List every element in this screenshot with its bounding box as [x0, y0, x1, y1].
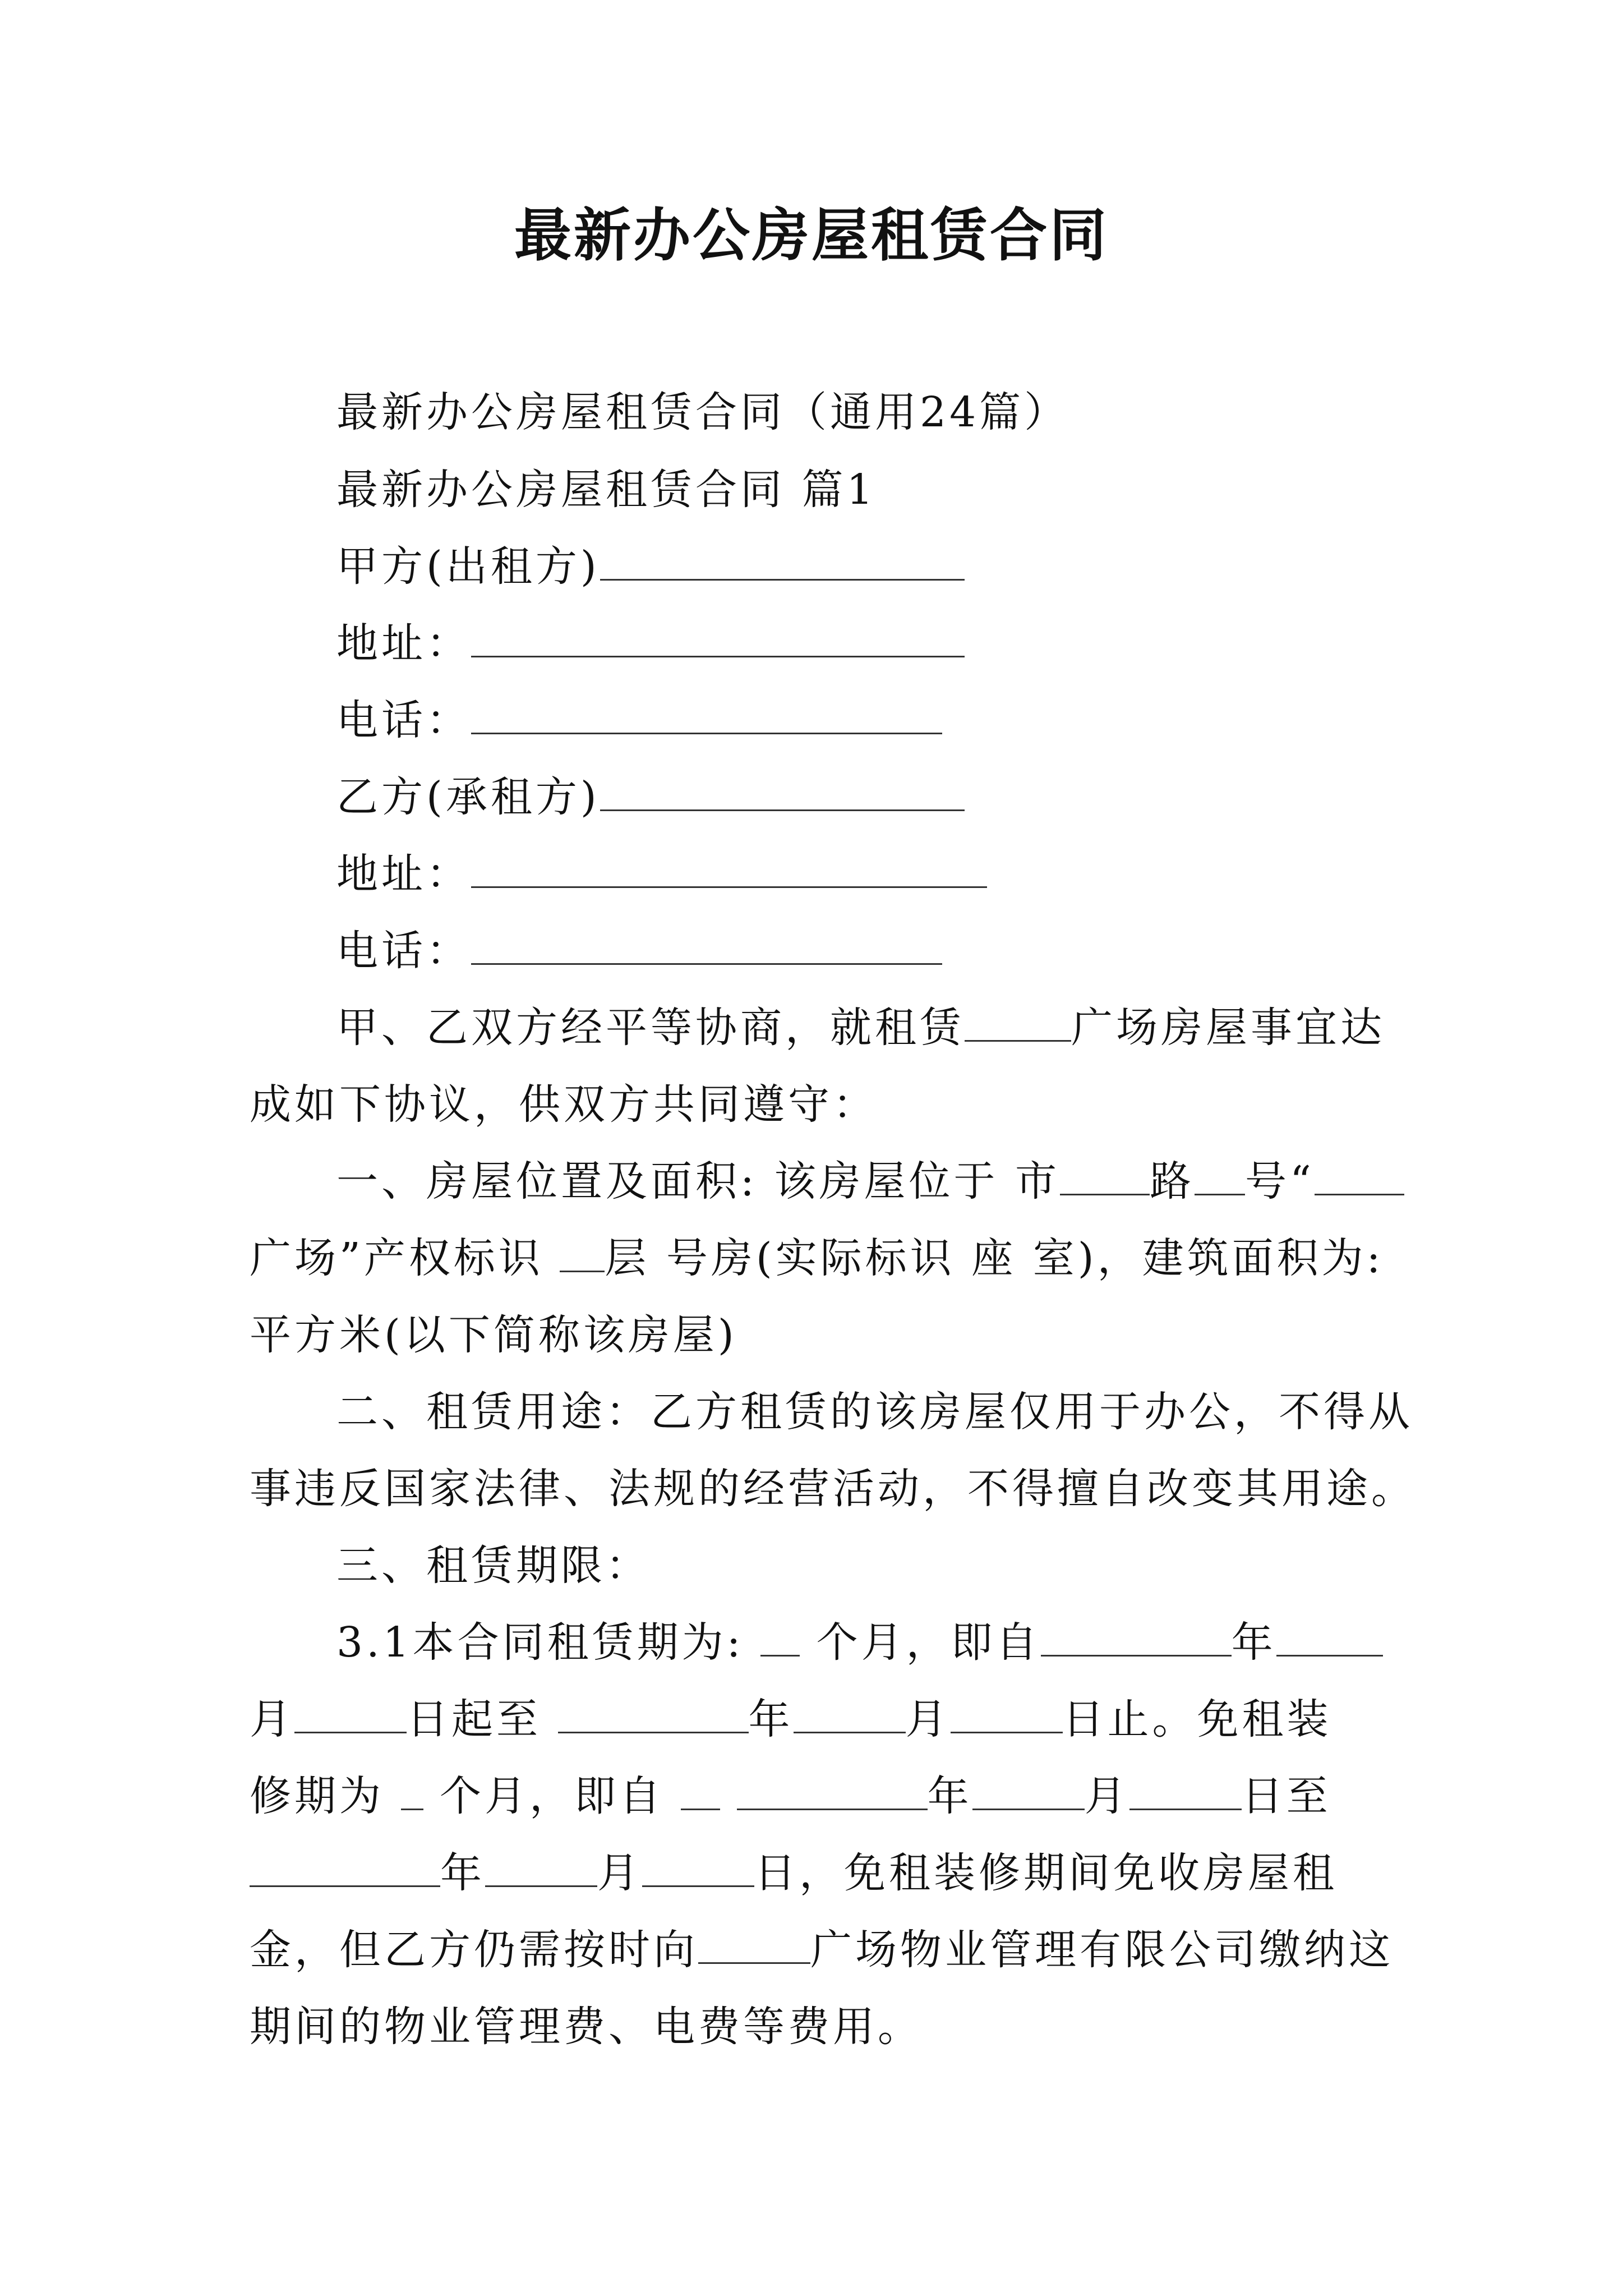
clause31-blank-free-a — [681, 1773, 720, 1810]
clause1-blank-floor — [560, 1235, 605, 1272]
clause1-blank-number — [1195, 1158, 1245, 1195]
party-a-phone-label: 电话： — [336, 696, 471, 744]
clause31-line-3 — [250, 1765, 1331, 1827]
party-b-blank — [600, 774, 965, 811]
intro-line-1 — [336, 997, 1385, 1059]
party-b-address-row — [336, 843, 987, 905]
clause31-text-j: 个月，即自 — [423, 1772, 681, 1820]
document-title: 最新办公房屋租赁合同 — [514, 202, 1109, 269]
clause31-text-d: 月 — [250, 1695, 294, 1743]
party-a-row — [336, 536, 965, 597]
intro-text-a: 甲、乙双方经平等协商，就租赁 — [336, 1004, 965, 1052]
clause2-line-2: 事违反国家法律、法规的经营活动，不得擅自改变其用途。 — [250, 1465, 1416, 1513]
clause31-line-4 — [250, 1842, 1338, 1904]
clause31-text-o: 月 — [597, 1849, 642, 1897]
party-a-phone-blank — [471, 697, 942, 734]
clause31-blank-end-year — [558, 1696, 749, 1733]
party-b-phone-label: 电话： — [336, 927, 471, 975]
clause1-text-c: 号“ — [1244, 1157, 1315, 1205]
clause1-text-b: 路 — [1149, 1157, 1195, 1205]
clause31-line-6: 期间的物业管理费、电费等费用。 — [250, 2003, 923, 2051]
clause31-text-h: 日止。免租装 — [1062, 1695, 1332, 1743]
clause31-blank-free-end-year — [250, 1849, 440, 1887]
clause31-text-p: 日，免租装修期间免收房屋租 — [754, 1849, 1338, 1897]
clause31-blank-start-year — [1041, 1619, 1232, 1657]
clause31-blank-free-start-month — [972, 1773, 1085, 1810]
clause1-line-3: 平方米(以下简称该房屋) — [250, 1311, 737, 1359]
clause31-text-m: 日至 — [1241, 1772, 1331, 1820]
clause31-blank-free-months — [401, 1773, 423, 1810]
clause1-line-2 — [250, 1227, 1384, 1289]
party-a-address-blank — [471, 620, 965, 657]
section-heading: 最新办公房屋租赁合同 篇1 — [336, 466, 877, 514]
clause31-text-c: 年 — [1231, 1618, 1276, 1667]
clause31-line-2 — [250, 1688, 1332, 1750]
party-b-address-blank — [471, 850, 987, 888]
clause1-blank-road — [1060, 1158, 1150, 1195]
clause31-text-r: 广场物业管理有限公司缴纳这 — [810, 1926, 1394, 1974]
clause2-line-1: 二、租赁用途：乙方租赁的该房屋仅用于办公，不得从 — [336, 1388, 1413, 1436]
party-a-phone-row — [336, 689, 942, 751]
clause31-blank-free-start-year — [737, 1773, 928, 1810]
intro-text-b: 广场房屋事宜达 — [1071, 1004, 1385, 1052]
clause31-text-q: 金，但乙方仍需按时向 — [250, 1926, 698, 1974]
clause31-blank-end-month — [794, 1696, 906, 1733]
clause1-text-a: 一、房屋位置及面积: 该房屋位于 市 — [336, 1157, 1060, 1205]
party-b-phone-row — [336, 920, 942, 982]
clause31-blank-start-month — [1276, 1619, 1383, 1657]
clause31-blank-start-day — [294, 1696, 407, 1733]
clause31-blank-end-day — [951, 1696, 1063, 1733]
party-a-address-label: 地址： — [336, 619, 471, 668]
clause31-text-i: 修期为 — [250, 1772, 401, 1820]
clause31-text-f: 年 — [748, 1695, 794, 1743]
clause1-blank-plaza — [1315, 1158, 1404, 1195]
party-b-phone-blank — [471, 927, 942, 965]
clause1-text-d: 广场”产权标识 — [250, 1234, 560, 1282]
clause31-blank-free-end-month — [485, 1849, 597, 1887]
clause31-blank-free-end-day — [642, 1849, 754, 1887]
clause1-line-1 — [336, 1151, 1404, 1212]
party-b-row — [336, 766, 965, 828]
party-a-label: 甲方(出租方) — [336, 542, 600, 591]
clause31-text-b: 个月，即自 — [800, 1618, 1041, 1667]
party-b-address-label: 地址： — [336, 850, 471, 898]
clause31-text-n: 年 — [440, 1849, 485, 1897]
clause31-text-l: 月 — [1084, 1772, 1129, 1820]
party-b-label: 乙方(承租方) — [336, 773, 600, 821]
clause31-line-5 — [250, 1919, 1394, 1981]
party-a-blank — [600, 543, 965, 581]
clause31-text-g: 月 — [905, 1695, 951, 1743]
document-subtitle: 最新办公房屋租赁合同（通用24篇） — [336, 388, 1069, 436]
clause3-heading: 三、租赁期限： — [336, 1542, 651, 1590]
clause31-text-k: 年 — [927, 1772, 972, 1820]
clause31-blank-plaza — [698, 1926, 810, 1964]
intro-line-2: 成如下协议，供双方共同遵守： — [250, 1080, 878, 1129]
clause1-text-e: 层 号房(实际标识 座 室)，建筑面积为: — [605, 1234, 1384, 1282]
clause31-line-1 — [336, 1612, 1383, 1673]
party-a-address-row — [336, 613, 965, 674]
clause31-blank-free-start-day — [1129, 1773, 1242, 1810]
intro-blank — [965, 1004, 1071, 1042]
clause31-blank-months — [760, 1619, 800, 1657]
clause31-text-e: 日起至 — [407, 1695, 558, 1743]
clause31-text-a: 3.1本合同租赁期为: — [336, 1618, 761, 1667]
